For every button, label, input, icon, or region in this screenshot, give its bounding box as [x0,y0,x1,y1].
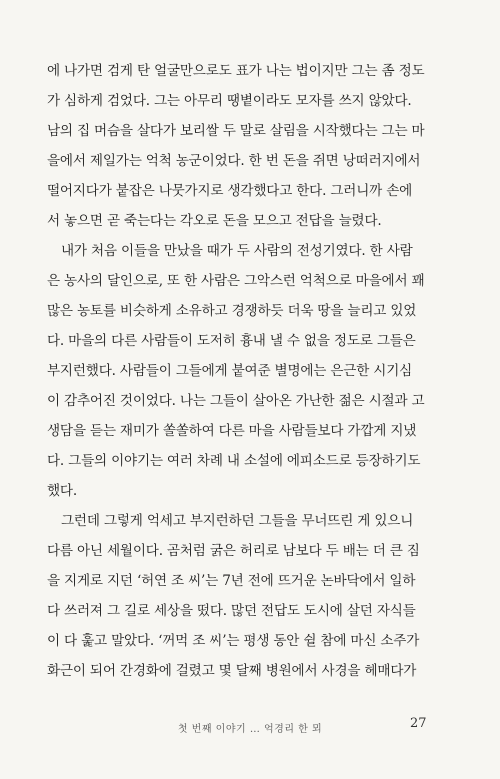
text-line: 에 나가면 검게 탄 얼굴만으로도 표가 나는 법이지만 그는 좀 정도 [47,63,425,79]
text-line: 이 다 훑고 말았다. ‘꺼먹 조 씨’는 평생 동안 쉴 참에 마신 소주가 [47,633,420,649]
text-line: 다 쓰러져 그 길로 세상을 떴다. 많던 전답도 도시에 살던 자식들 [47,603,416,619]
text-line: 을 지게로 지던 ‘허연 조 씨’는 7년 전에 뜨거운 논바닥에서 일하 [47,573,416,589]
text-line: 내가 처음 이들을 만났을 때가 두 사람의 전성기였다. 한 사람 [61,243,413,259]
text-line: 서 놓으면 곧 죽는다는 각오로 돈을 모으고 전답을 늘렸다. [47,213,382,229]
text-line: 떨어지다가 붙잡은 나뭇가지로 생각했다고 한다. 그러니까 손에 [47,183,413,199]
text-line: 다름 아닌 세월이다. 곰처럼 굵은 허리로 남보다 두 배는 더 큰 짐 [47,543,420,559]
text-line: 많은 농토를 비슷하게 소유하고 경쟁하듯 더욱 땅을 늘리고 있었 [47,303,417,319]
running-footer-title: 첫 번째 이야기 … 억경리 한 뫼 [177,724,323,735]
text-line: 부지런했다. 사람들이 그들에게 붙여준 별명에는 은근한 시기심 [47,363,413,379]
text-line: 이 감추어진 것이었다. 나는 그들이 살아온 가난한 젊은 시절과 고 [47,393,425,409]
text-line: 생담을 듣는 재미가 쏠쏠하여 다른 마을 사람들보다 가깝게 지냈 [47,423,417,439]
text-line: 남의 집 머슴을 살다가 보리쌀 두 말로 살림을 시작했다는 그는 마 [47,123,425,139]
text-line: 화근이 되어 간경화에 걸렸고 몇 달째 병원에서 사경을 헤매다가 [47,663,417,679]
text-line: 했다. [47,483,77,499]
page-number: 27 [410,716,427,731]
text-line: 다. 그들의 이야기는 여러 차례 내 소설에 에피소드로 등장하기도 [47,453,421,469]
text-line: 그런데 그렇게 억세고 부지런하던 그들을 무너뜨린 게 있으니 [61,513,414,529]
text-line: 가 심하게 검었다. 그는 아무리 땡볕이라도 모자를 쓰지 않았다. [47,93,412,109]
text-line: 을에서 제일가는 억척 농군이었다. 한 번 돈을 쥐면 낭떠러지에서 [47,153,421,169]
text-line: 은 농사의 달인으로, 또 한 사람은 그악스런 억척으로 마을에서 꽤 [47,273,425,289]
text-line: 다. 마을의 다른 사람들이 도저히 흉내 낼 수 없을 정도로 그들은 [47,333,416,349]
